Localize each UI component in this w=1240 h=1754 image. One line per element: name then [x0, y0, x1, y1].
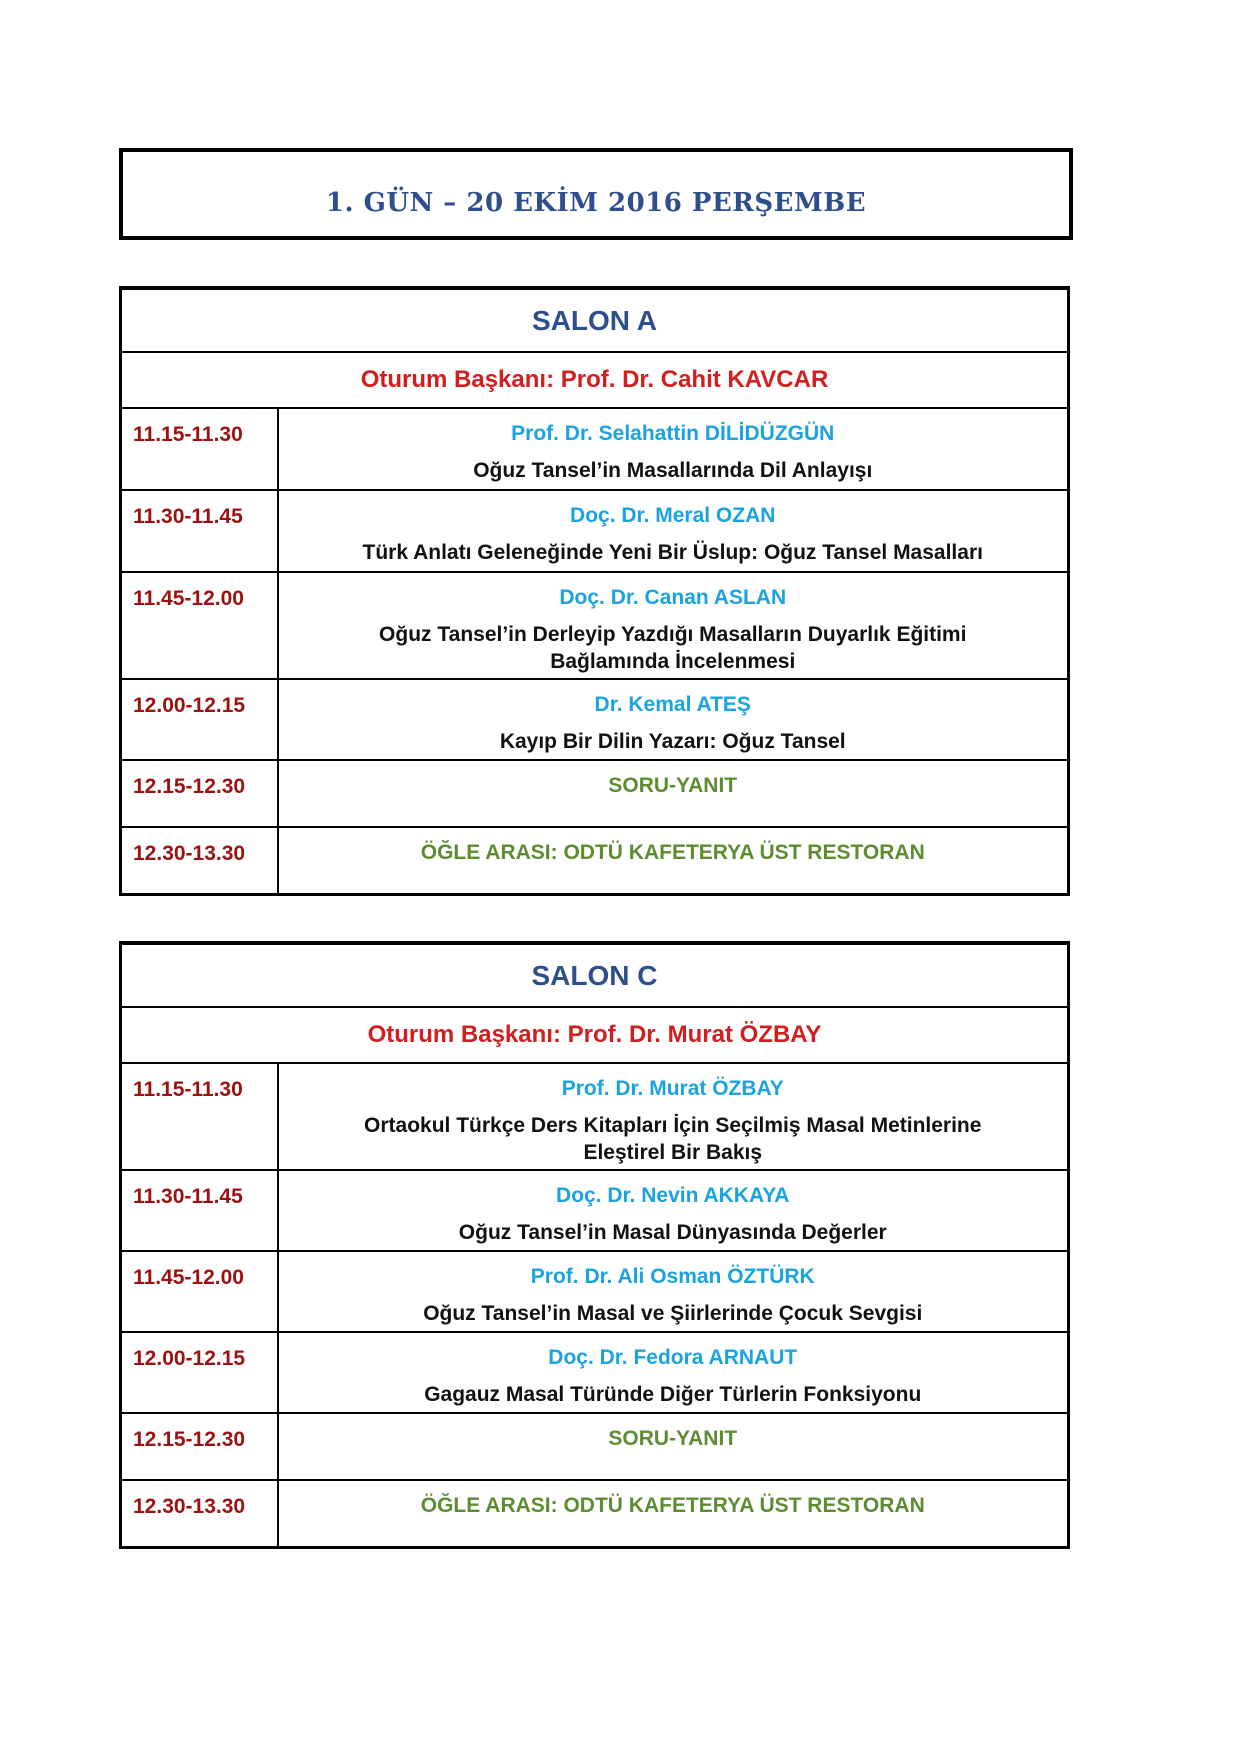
salon-title: SALON A — [121, 288, 1069, 352]
time-slot: 11.30-11.45 — [121, 1170, 278, 1251]
day-title: 1. GÜN – 20 EKİM 2016 PERŞEMBE — [325, 188, 867, 218]
speaker-name: Doç. Dr. Canan ASLAN — [559, 586, 787, 609]
speaker-name: Prof. Dr. Selahattin DİLİDÜZGÜN — [511, 422, 835, 445]
talk-title: Oğuz Tansel’in Derleyip Yazdığı Masalların Duyarlık Eğitimi Bağlamında İncelenmesi — [379, 623, 967, 673]
talk-cell — [278, 1332, 1069, 1413]
talk-cell — [278, 490, 1069, 572]
speaker-name: Prof. Dr. Ali Osman ÖZTÜRK — [530, 1265, 815, 1288]
table-row — [121, 1251, 1069, 1332]
time-slot: 12.15-12.30 — [121, 760, 278, 827]
speaker-name: Doç. Dr. Fedora ARNAUT — [548, 1346, 798, 1369]
time-slot: 12.30-13.30 — [121, 827, 278, 894]
time-slot: 12.00-12.15 — [121, 1332, 278, 1413]
talk-title: Oğuz Tansel’in Masal Dünyasında Değerler — [458, 1221, 887, 1244]
talk-title: Oğuz Tansel’in Masallarında Dil Anlayışı — [473, 459, 873, 482]
speaker-name: Doç. Dr. Nevin AKKAYA — [556, 1184, 790, 1207]
talk-cell — [278, 1170, 1069, 1251]
talk-title: Oğuz Tansel’in Masal ve Şiirlerinde Çocuk Sevgisi — [423, 1302, 923, 1325]
speaker-name: Prof. Dr. Murat ÖZBAY — [561, 1077, 784, 1100]
day-header-box — [119, 148, 1073, 240]
table-row — [121, 1063, 1069, 1170]
talk-cell — [278, 572, 1069, 679]
table-row — [121, 572, 1069, 679]
time-slot: 11.45-12.00 — [121, 1251, 278, 1332]
talk-cell — [278, 760, 1069, 827]
table-row — [121, 1332, 1069, 1413]
table-row — [121, 679, 1069, 760]
session-table-salon-c — [119, 941, 1070, 1549]
talk-title: Türk Anlatı Geleneğinde Yeni Bir Üslup: Oğuz Tansel Masalları — [362, 541, 983, 564]
table-row — [121, 1480, 1069, 1547]
qa-label: SORU-YANIT — [608, 774, 738, 797]
table-row — [121, 490, 1069, 572]
table-row — [121, 408, 1069, 490]
talk-title: Gagauz Masal Türünde Diğer Türlerin Fonksiyonu — [424, 1383, 922, 1406]
speaker-name: Dr. Kemal ATEŞ — [594, 693, 751, 716]
talk-cell — [278, 679, 1069, 760]
table-row — [121, 760, 1069, 827]
lunch-break-label: ÖĞLE ARASI: ODTÜ KAFETERYA ÜST RESTORAN — [420, 841, 925, 864]
talk-cell — [278, 1063, 1069, 1170]
session-table-salon-a — [119, 286, 1070, 896]
table-row — [121, 1413, 1069, 1480]
talk-cell — [278, 1480, 1069, 1547]
speaker-name: Doç. Dr. Meral OZAN — [570, 504, 776, 527]
time-slot: 11.45-12.00 — [121, 572, 278, 679]
time-slot: 12.15-12.30 — [121, 1413, 278, 1480]
talk-cell — [278, 1413, 1069, 1480]
table-row — [121, 1170, 1069, 1251]
talk-title: Kayıp Bir Dilin Yazarı: Oğuz Tansel — [499, 730, 846, 753]
lunch-break-label: ÖĞLE ARASI: ODTÜ KAFETERYA ÜST RESTORAN — [420, 1494, 925, 1517]
salon-title: SALON C — [121, 943, 1069, 1007]
talk-cell — [278, 408, 1069, 490]
time-slot: 11.30-11.45 — [121, 490, 278, 572]
qa-label: SORU-YANIT — [608, 1427, 738, 1450]
time-slot: 12.30-13.30 — [121, 1480, 278, 1547]
time-slot: 12.00-12.15 — [121, 679, 278, 760]
talk-cell — [278, 827, 1069, 894]
talk-cell — [278, 1251, 1069, 1332]
table-row — [121, 827, 1069, 894]
session-chair: Oturum Başkanı: Prof. Dr. Murat ÖZBAY — [121, 1007, 1069, 1063]
time-slot: 11.15-11.30 — [121, 1063, 278, 1170]
talk-title: Ortaokul Türkçe Ders Kitapları İçin Seçilmiş Masal Metinlerine Eleştirel Bir Bakış — [364, 1114, 982, 1164]
session-chair: Oturum Başkanı: Prof. Dr. Cahit KAVCAR — [121, 352, 1069, 408]
time-slot: 11.15-11.30 — [121, 408, 278, 490]
